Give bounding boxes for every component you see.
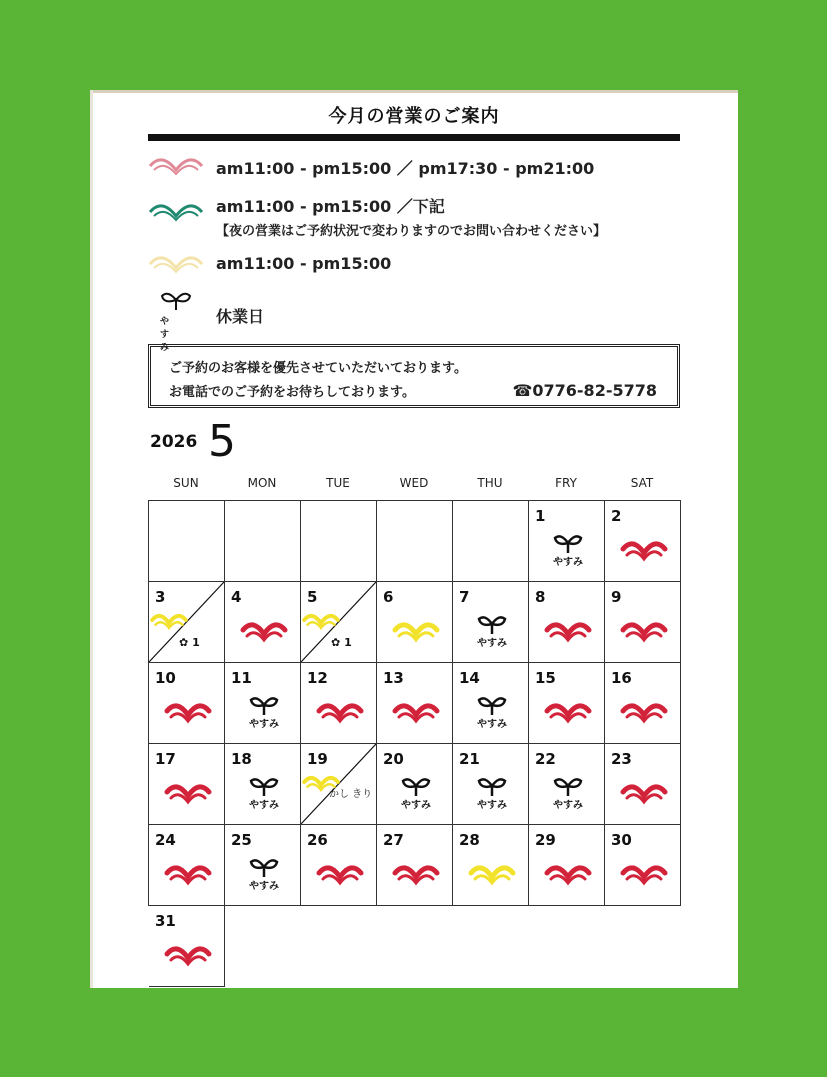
svg-text:やすみ: やすみ [477, 719, 507, 730]
sprout-icon [467, 772, 517, 812]
guest-icon: ✿ [331, 636, 341, 649]
day-number: 18 [231, 750, 252, 768]
sprout-icon [467, 610, 517, 650]
svg-text:やすみ: やすみ [401, 800, 431, 811]
calendar-day-cell [605, 825, 681, 906]
wing-icon [301, 604, 341, 636]
svg-text:やすみ: やすみ [477, 638, 507, 649]
day-number: 20 [383, 750, 404, 768]
calendar-grid [148, 500, 681, 930]
wing-icon [619, 610, 669, 650]
day-number: 1 [535, 507, 546, 525]
sprout-icon [239, 691, 289, 731]
wing-icon [149, 604, 189, 636]
day-number: 29 [535, 831, 556, 849]
calendar-day-cell [149, 744, 225, 825]
page-title: 今月の営業のご案内 [328, 106, 500, 127]
day-number: 5 [307, 588, 318, 606]
wing-icon [315, 853, 365, 893]
day-number: 17 [155, 750, 176, 768]
pink-wing-icon [148, 152, 204, 178]
calendar-month: 5 [208, 416, 236, 467]
calendar-day-cell [301, 663, 377, 744]
calendar-day-cell [453, 663, 529, 744]
day-number: 14 [459, 669, 480, 687]
calendar-day-cell [605, 582, 681, 663]
notice-line-1: ご予約のお客様を優先させていただいております。 [169, 361, 467, 376]
legend-text-closed: 休業日 [216, 307, 265, 326]
day-number: 10 [155, 669, 176, 687]
legend-text-pink: am11:00 - pm15:00 ／ pm17:30 - pm21:00 [216, 159, 595, 178]
sprout-icon [239, 853, 289, 893]
calendar-day-cell [529, 663, 605, 744]
guest-icon: ✿ [179, 636, 189, 649]
sprout-icon [148, 288, 204, 328]
calendar-day-cell [453, 582, 529, 663]
calendar-cell-empty [149, 501, 225, 582]
calendar-day-cell [225, 582, 301, 663]
day-number: 8 [535, 588, 546, 606]
wing-icon [239, 610, 289, 650]
sprout-icon [543, 529, 593, 569]
day-number: 12 [307, 669, 328, 687]
day-number: 16 [611, 669, 632, 687]
calendar-day-cell [301, 582, 377, 663]
day-number: 25 [231, 831, 252, 849]
day-number: 31 [155, 912, 176, 930]
weekday-label: TUE [326, 476, 350, 490]
sprout-icon [543, 772, 593, 812]
day-number: 27 [383, 831, 404, 849]
wing-icon [619, 691, 669, 731]
calendar-cell-empty [225, 501, 301, 582]
calendar-day-cell [149, 906, 225, 987]
day-number: 28 [459, 831, 480, 849]
day-annotation: ✿ 1 [331, 636, 352, 649]
legend-note-green: 【夜の営業はご予約状況で変わりますのでお問い合わせください】 [216, 224, 607, 239]
legend-closed-icon-label: やすみ [160, 317, 170, 353]
day-number: 24 [155, 831, 176, 849]
day-number: 22 [535, 750, 556, 768]
wing-icon [619, 772, 669, 812]
legend-text-green: am11:00 - pm15:00 ／下記 [216, 197, 445, 216]
sprout-icon [391, 772, 441, 812]
wing-icon [543, 853, 593, 893]
calendar-day-cell [529, 582, 605, 663]
wing-icon [619, 853, 669, 893]
weekday-label: FRY [555, 476, 577, 490]
svg-text:やすみ: やすみ [249, 881, 279, 892]
svg-text:やすみ: やすみ [553, 557, 583, 568]
calendar-day-cell [377, 663, 453, 744]
wing-icon [619, 529, 669, 569]
calendar-day-cell [529, 825, 605, 906]
legend-text-cream: am11:00 - pm15:00 [216, 254, 392, 273]
wing-icon [543, 691, 593, 731]
day-number: 19 [307, 750, 328, 768]
day-number: 21 [459, 750, 480, 768]
weekday-label: MON [247, 476, 277, 490]
calendar-cell-empty [453, 501, 529, 582]
phone-number[interactable]: ☎0776-82-5778 [512, 381, 657, 400]
calendar-day-cell [149, 825, 225, 906]
calendar-day-cell [453, 744, 529, 825]
day-number: 23 [611, 750, 632, 768]
title-divider [148, 134, 680, 141]
calendar-year: 2026 [150, 432, 198, 452]
weekday-label: WED [399, 476, 429, 490]
day-number: 30 [611, 831, 632, 849]
day-number: 9 [611, 588, 622, 606]
calendar-day-cell [149, 663, 225, 744]
calendar-day-cell [453, 825, 529, 906]
day-number: 13 [383, 669, 404, 687]
day-number: 11 [231, 669, 252, 687]
calendar-day-cell [225, 663, 301, 744]
cream-wing-icon [148, 250, 204, 276]
svg-text:やすみ: やすみ [249, 800, 279, 811]
calendar-day-cell [225, 744, 301, 825]
wing-icon [163, 853, 213, 893]
day-number: 2 [611, 507, 622, 525]
calendar-day-cell [529, 744, 605, 825]
wing-icon [163, 772, 213, 812]
calendar-day-cell [377, 825, 453, 906]
calendar-cell-empty [377, 501, 453, 582]
wing-icon [163, 691, 213, 731]
wing-icon [163, 934, 213, 974]
wing-icon [391, 691, 441, 731]
weekday-label: SAT [630, 476, 654, 490]
day-number: 7 [459, 588, 470, 606]
wing-icon [391, 610, 441, 650]
reservation-notice [148, 344, 680, 408]
calendar-day-cell [605, 501, 681, 582]
day-annotation: かし きり [329, 789, 373, 800]
day-annotation: ✿ 1 [179, 636, 200, 649]
calendar-day-cell [301, 825, 377, 906]
calendar-day-cell [529, 501, 605, 582]
notice-line-2: お電話でのご予約をお待ちしております。 [169, 385, 415, 400]
day-number: 3 [155, 588, 166, 606]
svg-text:やすみ: やすみ [477, 800, 507, 811]
sprout-icon [467, 691, 517, 731]
calendar-day-cell [605, 744, 681, 825]
day-number: 6 [383, 588, 394, 606]
wing-icon [543, 610, 593, 650]
day-number: 26 [307, 831, 328, 849]
wing-icon [391, 853, 441, 893]
green-wing-icon [148, 198, 204, 228]
svg-text:やすみ: やすみ [553, 800, 583, 811]
calendar-day-cell [377, 582, 453, 663]
sprout-icon [239, 772, 289, 812]
weekday-label: SUN [173, 476, 199, 490]
svg-text:やすみ: やすみ [249, 719, 279, 730]
calendar-day-cell [149, 582, 225, 663]
calendar-flyer [90, 90, 738, 988]
day-number: 4 [231, 588, 242, 606]
calendar-day-cell [377, 744, 453, 825]
weekday-label: THU [477, 476, 503, 490]
wing-icon [315, 691, 365, 731]
wing-icon [467, 853, 517, 893]
calendar-day-cell [301, 744, 377, 825]
calendar-day-cell [225, 825, 301, 906]
calendar-cell-empty [301, 501, 377, 582]
calendar-day-cell [605, 663, 681, 744]
day-number: 15 [535, 669, 556, 687]
